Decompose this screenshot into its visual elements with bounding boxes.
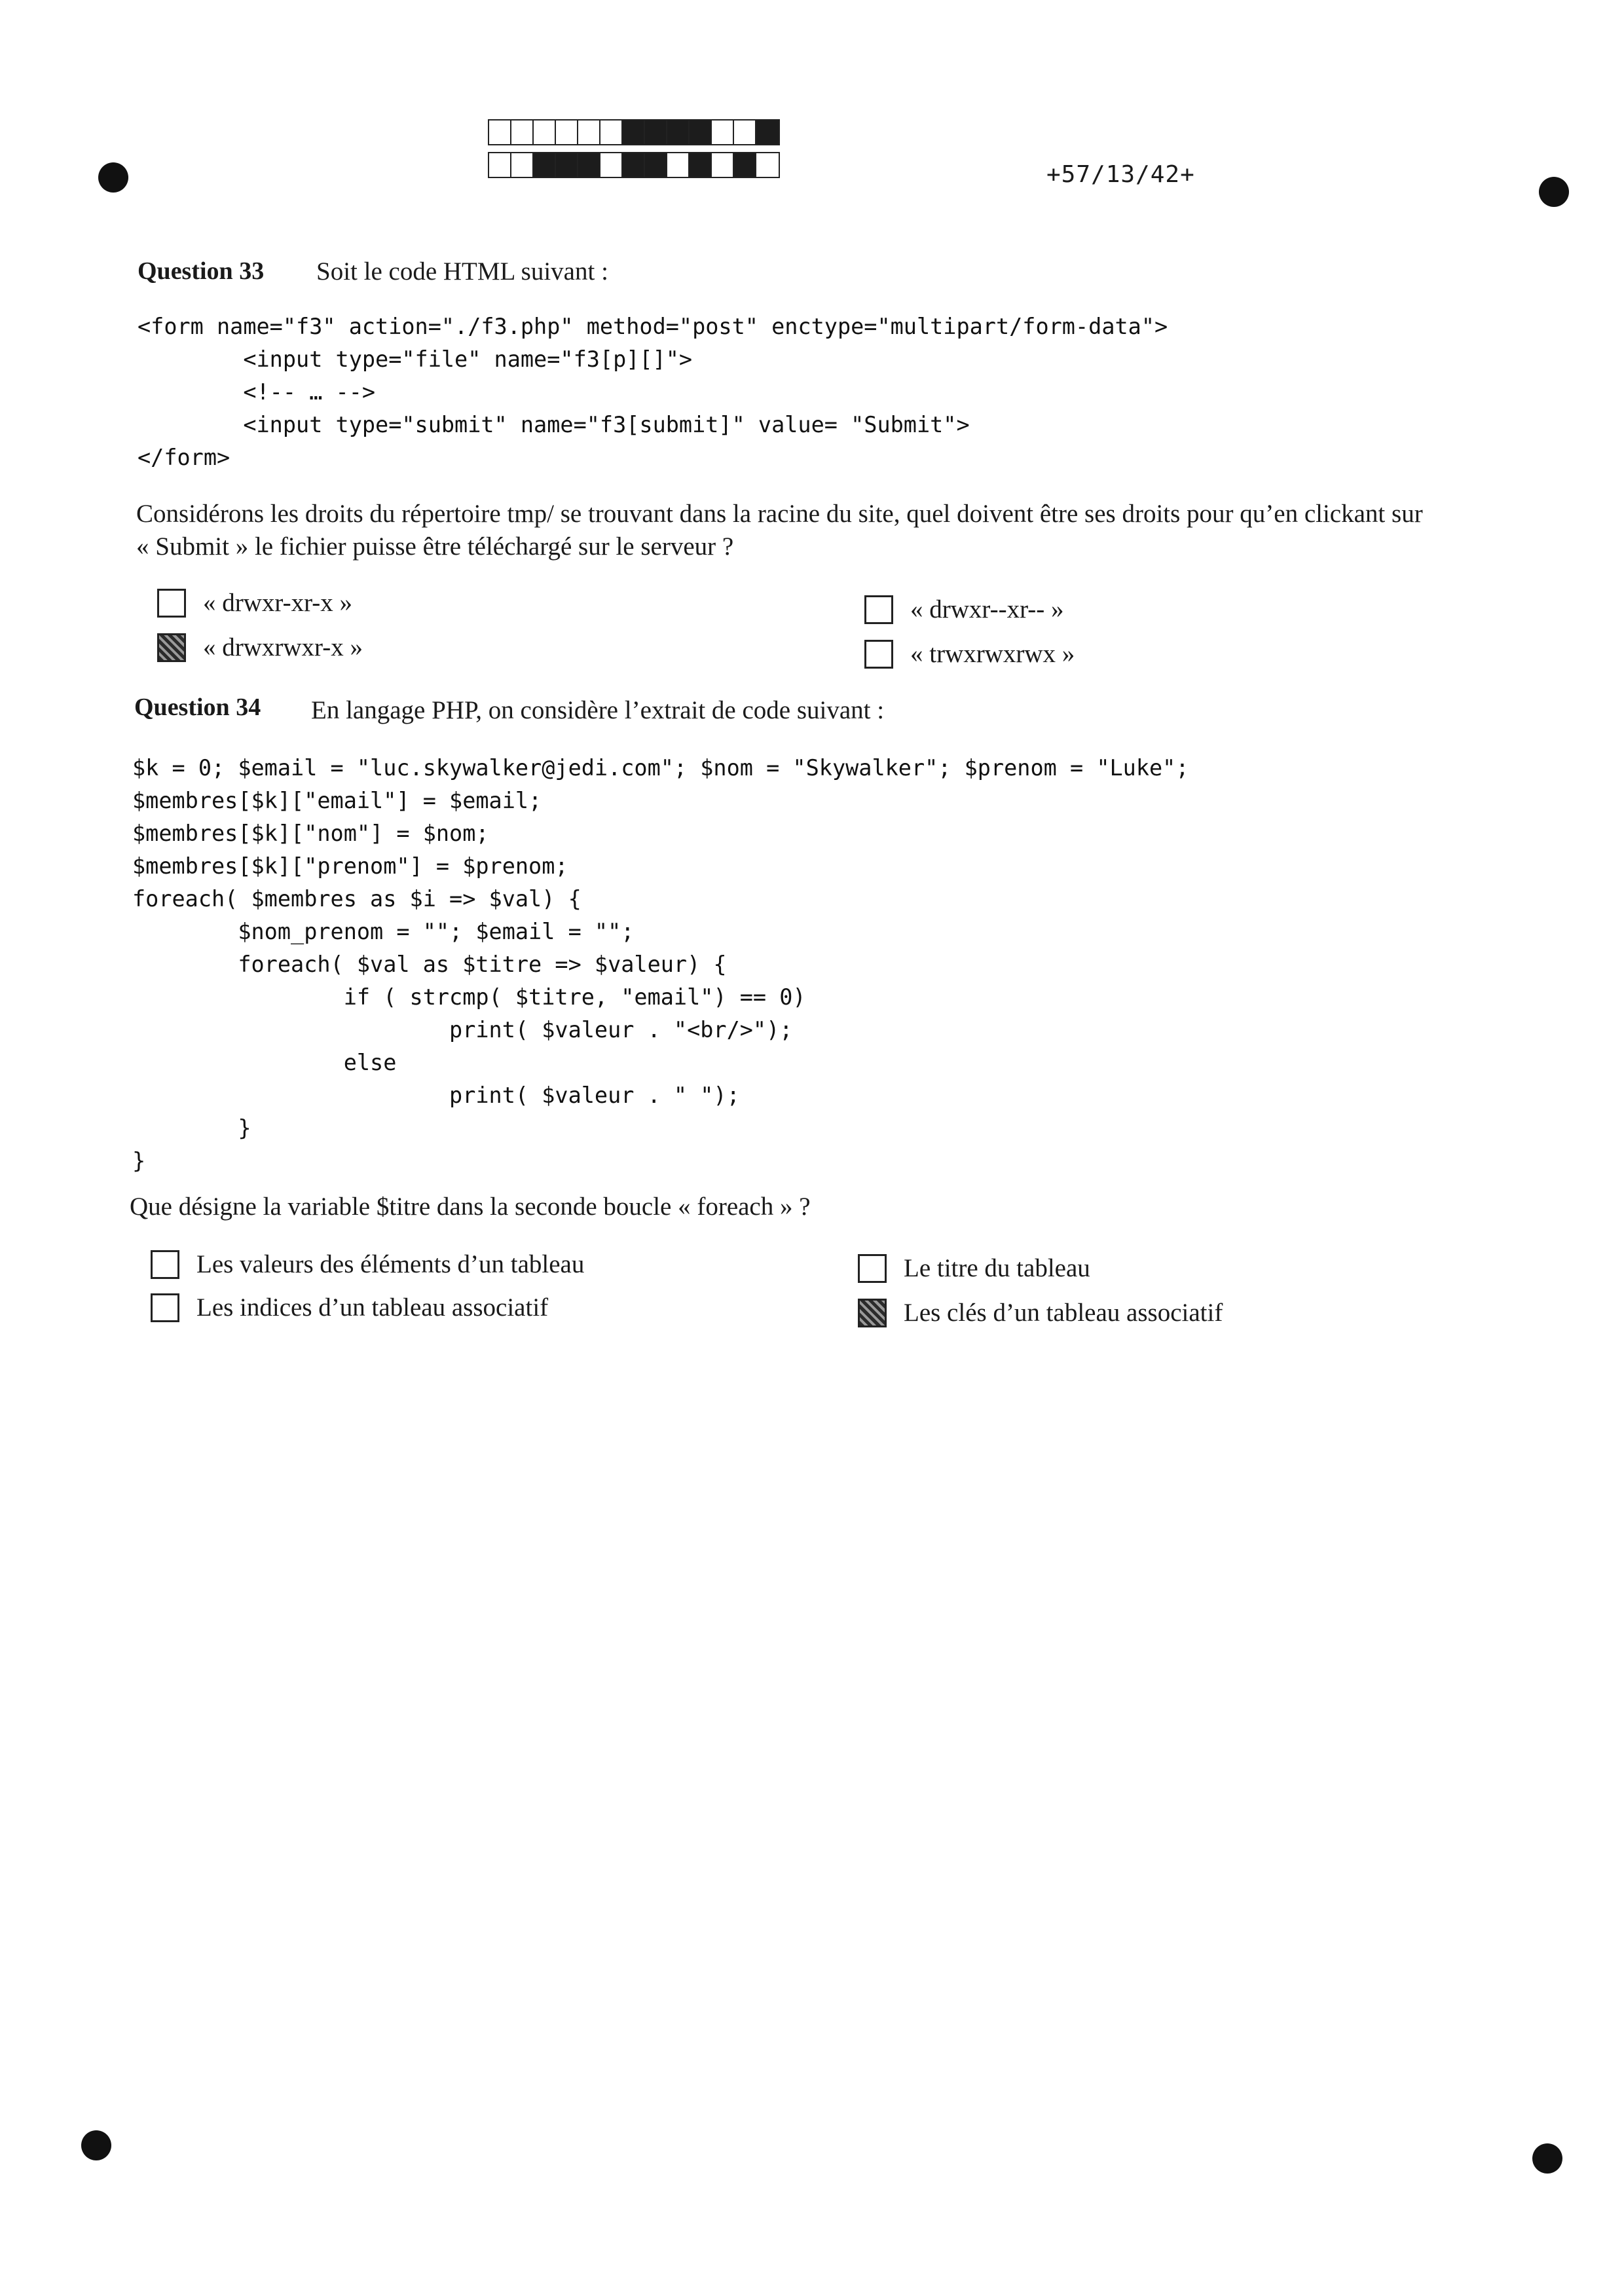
barcode-cell: [667, 120, 690, 144]
registration-mark-top-right: [1539, 177, 1569, 207]
code-line: <!-- … -->: [138, 379, 376, 405]
code-line: </form>: [138, 445, 231, 470]
barcode-cell: [667, 153, 690, 177]
barcode-cell: [712, 153, 734, 177]
q33-checkbox-d[interactable]: [864, 640, 893, 669]
q34-choice-d[interactable]: [858, 1298, 1223, 1327]
barcode-cell: [578, 153, 600, 177]
q34-choice-b-label: Les indices d’un tableau associatif: [196, 1293, 549, 1322]
q33-choice-a-label: « drwxr-xr-x »: [203, 589, 353, 617]
barcode-cell: [623, 153, 645, 177]
barcode-cell: [600, 153, 623, 177]
barcode-cell: [489, 153, 511, 177]
q33-checkbox-b[interactable]: [157, 633, 186, 662]
q34-choice-b[interactable]: [151, 1293, 548, 1322]
question-33-number: Question 33: [138, 257, 265, 285]
code-line: <input type="submit" name="f3[submit]" value= "Submit">: [138, 412, 970, 437]
question-34-prompt: Que désigne la variable $titre dans la seconde boucle « foreach » ?: [130, 1193, 811, 1221]
q33-choice-d[interactable]: [864, 639, 1075, 669]
question-33-prompt: [136, 498, 1624, 563]
code-line: $k = 0; $email = "luc.skywalker@jedi.com"; $nom = "Skywalker"; $prenom = "Luke";: [132, 755, 1189, 781]
barcode-row-2: [488, 152, 780, 178]
barcode-cell: [645, 153, 667, 177]
code-line: if ( strcmp( $titre, "email") == 0): [132, 984, 806, 1010]
code-line: print( $valeur . " ");: [132, 1083, 740, 1108]
code-line: }: [132, 1148, 146, 1174]
barcode-cell: [645, 120, 667, 144]
barcode-cell: [756, 153, 779, 177]
barcode-cell: [511, 153, 534, 177]
code-line: $membres[$k]["email"] = $email;: [132, 788, 542, 813]
code-line: else: [132, 1050, 397, 1075]
question-33-label: [138, 257, 264, 286]
code-line: $membres[$k]["prenom"] = $prenom;: [132, 853, 568, 879]
code-line: foreach( $val as $titre => $valeur) {: [132, 952, 727, 977]
q34-checkbox-b[interactable]: [151, 1293, 179, 1322]
code-line: $membres[$k]["nom"] = $nom;: [132, 821, 489, 846]
barcode-cell: [734, 120, 756, 144]
question-34-number: Question 34: [134, 694, 261, 721]
barcode-cell: [556, 120, 578, 144]
question-33-intro: Soit le code HTML suivant :: [316, 257, 608, 286]
q34-checkbox-a[interactable]: [151, 1250, 179, 1279]
barcode-cell: [534, 120, 556, 144]
code-line: foreach( $membres as $i => $val) {: [132, 886, 581, 912]
q33-checkbox-c[interactable]: [864, 595, 893, 624]
code-line: $nom_prenom = ""; $email = "";: [132, 919, 635, 944]
q34-checkbox-c[interactable]: [858, 1254, 887, 1283]
barcode-cell: [756, 120, 779, 144]
q33-checkbox-a[interactable]: [157, 589, 186, 618]
q33-choice-b-label: « drwxrwxr-x »: [203, 633, 363, 661]
registration-mark-top-left: [98, 162, 128, 193]
barcode-cell: [489, 120, 511, 144]
barcode-cell: [600, 120, 623, 144]
q34-checkbox-d[interactable]: [858, 1299, 887, 1327]
barcode-row-1: [488, 119, 780, 145]
q33-choice-b[interactable]: [157, 633, 363, 662]
question-33-prompt-line-2: « Submit » le fichier puisse être téléchargé sur le serveur ?: [136, 532, 734, 561]
q33-choice-c-label: « drwxr--xr-- »: [910, 595, 1064, 623]
code-line: }: [132, 1115, 251, 1141]
barcode-cell: [511, 120, 534, 144]
q33-choice-a[interactable]: [157, 588, 352, 618]
q33-choice-c[interactable]: [864, 595, 1064, 624]
barcode-cell: [556, 153, 578, 177]
question-34-code: [132, 752, 1189, 1177]
q34-choice-a-label: Les valeurs des éléments d’un tableau: [196, 1250, 585, 1278]
question-33-prompt-line-1: Considérons les droits du répertoire tmp/ se trouvant dans la racine du site, quel doivent être ses droits pour qu’en clickant sur: [136, 500, 1423, 528]
q34-choice-c-label: Le titre du tableau: [904, 1254, 1090, 1282]
question-34-label: [134, 693, 261, 722]
code-line: <input type="file" name="f3[p][]">: [138, 346, 693, 372]
registration-mark-bottom-left: [81, 2130, 111, 2160]
code-line: <form name="f3" action="./f3.php" method="post" enctype="multipart/form-data">: [138, 314, 1168, 339]
barcode-cell: [690, 120, 712, 144]
registration-mark-bottom-right: [1532, 2143, 1562, 2174]
q33-choice-d-label: « trwxrwxrwx »: [910, 640, 1075, 668]
q34-choice-c[interactable]: [858, 1253, 1090, 1283]
page-id: +57/13/42+: [1046, 161, 1195, 188]
q34-choice-a[interactable]: [151, 1250, 584, 1279]
barcode-cell: [623, 120, 645, 144]
barcode-cell: [690, 153, 712, 177]
barcode-cell: [578, 120, 600, 144]
question-34-intro: En langage PHP, on considère l’extrait de code suivant :: [311, 696, 885, 724]
barcode-cell: [734, 153, 756, 177]
barcode-cell: [712, 120, 734, 144]
q34-choice-d-label: Les clés d’un tableau associatif: [904, 1299, 1223, 1327]
barcode-cell: [534, 153, 556, 177]
code-line: print( $valeur . "<br/>");: [132, 1017, 793, 1043]
question-33-code: [138, 310, 1168, 474]
